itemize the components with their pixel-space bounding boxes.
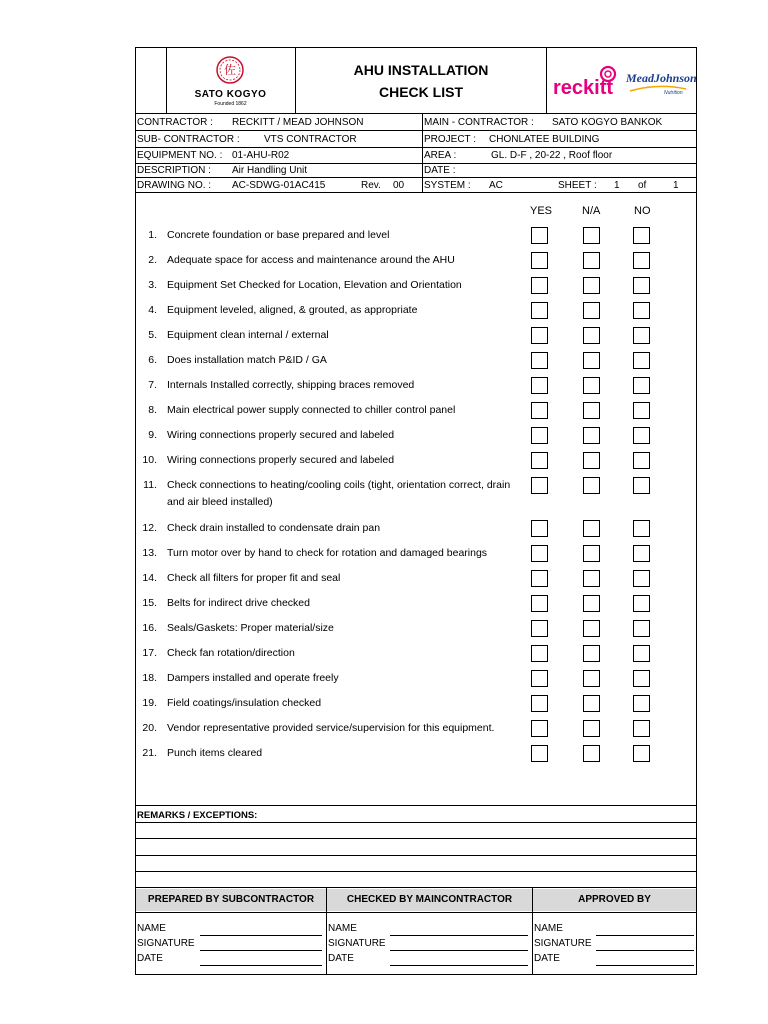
item-number: 1.	[148, 229, 157, 241]
na-checkbox[interactable]	[583, 620, 600, 637]
sheet-value: 1	[614, 180, 620, 191]
na-checkbox[interactable]	[583, 227, 600, 244]
divider	[135, 147, 697, 148]
no-checkbox[interactable]	[633, 745, 650, 762]
item-text: Dampers installed and operate freely	[167, 672, 339, 684]
yes-checkbox[interactable]	[531, 720, 548, 737]
divider	[135, 130, 697, 131]
item-number: 8.	[148, 404, 157, 416]
checklist-item	[135, 427, 530, 445]
item-number: 9.	[148, 429, 157, 441]
mead-johnson-part-b: Johnson	[654, 71, 697, 85]
no-checkbox[interactable]	[633, 595, 650, 612]
no-checkbox[interactable]	[633, 402, 650, 419]
checklist-item	[135, 227, 530, 245]
prepared-signature-field[interactable]	[200, 950, 322, 951]
yes-checkbox[interactable]	[531, 477, 548, 494]
divider	[326, 887, 327, 975]
divider	[135, 887, 697, 888]
item-number: 17.	[142, 647, 157, 659]
na-checkbox[interactable]	[583, 477, 600, 494]
mead-johnson-part-a: Mead	[626, 71, 654, 85]
no-checkbox[interactable]	[633, 695, 650, 712]
form-frame	[135, 47, 697, 975]
prepared-name-field[interactable]	[200, 935, 322, 936]
no-checkbox[interactable]	[633, 227, 650, 244]
yes-checkbox[interactable]	[531, 327, 548, 344]
checklist-item	[135, 277, 530, 295]
company-founded: Founded 1862	[214, 101, 247, 107]
item-text: Seals/Gaskets: Proper material/size	[167, 622, 334, 634]
na-checkbox[interactable]	[583, 520, 600, 537]
yes-checkbox[interactable]	[531, 352, 548, 369]
no-checkbox[interactable]	[633, 452, 650, 469]
divider	[135, 912, 697, 913]
yes-checkbox[interactable]	[531, 302, 548, 319]
na-checkbox[interactable]	[583, 452, 600, 469]
yes-checkbox[interactable]	[531, 645, 548, 662]
remarks-label: REMARKS / EXCEPTIONS:	[137, 810, 258, 821]
drawing-value: AC-SDWG-01AC415	[232, 180, 326, 191]
divider	[135, 163, 697, 164]
item-text: Internals Installed correctly, shipping braces removed	[167, 379, 415, 391]
no-checkbox[interactable]	[633, 645, 650, 662]
main-contractor-label: MAIN - CONTRACTOR :	[424, 117, 534, 128]
sheet-of-label: of	[638, 180, 647, 191]
item-text: Belts for indirect drive checked	[167, 597, 310, 609]
yes-checkbox[interactable]	[531, 595, 548, 612]
rev-label: Rev.	[361, 180, 381, 191]
mead-johnson-logo	[626, 71, 697, 86]
checked-by-header: CHECKED BY MAINCONTRACTOR	[327, 889, 532, 911]
checklist-item	[135, 377, 530, 395]
checklist-item	[135, 620, 530, 638]
divider	[532, 887, 533, 975]
no-checkbox[interactable]	[633, 252, 650, 269]
checklist-item	[135, 745, 530, 763]
sheet-label: SHEET :	[558, 180, 597, 191]
item-number: 20.	[142, 722, 157, 734]
na-checkbox[interactable]	[583, 377, 600, 394]
checked-signature-label: SIGNATURE	[328, 938, 386, 949]
divider	[135, 177, 697, 178]
yes-checkbox[interactable]	[531, 745, 548, 762]
item-number: 13.	[142, 547, 157, 559]
no-checkbox[interactable]	[633, 352, 650, 369]
prepared-date-label: DATE	[137, 953, 163, 964]
no-checkbox[interactable]	[633, 620, 650, 637]
item-number: 2.	[148, 254, 157, 266]
approved-signature-field[interactable]	[596, 950, 694, 951]
na-checkbox[interactable]	[583, 745, 600, 762]
checklist-item	[135, 670, 530, 688]
item-text: Wiring connections properly secured and labeled	[167, 429, 395, 441]
checklist-item	[135, 402, 530, 420]
title-line-2: CHECK LIST	[379, 84, 463, 100]
area-label: AREA :	[424, 150, 457, 161]
description-label: DESCRIPTION :	[137, 165, 211, 176]
checked-name-field[interactable]	[390, 935, 528, 936]
checklist-item	[135, 545, 530, 563]
na-checkbox[interactable]	[583, 695, 600, 712]
checked-date-label: DATE	[328, 953, 354, 964]
item-number: 3.	[148, 279, 157, 291]
divider	[135, 192, 697, 193]
yes-checkbox[interactable]	[531, 377, 548, 394]
subcontractor-value: VTS CONTRACTOR	[264, 134, 357, 145]
na-checkbox[interactable]	[583, 277, 600, 294]
checked-date-field[interactable]	[390, 965, 528, 966]
item-number: 6.	[148, 354, 157, 366]
item-number: 14.	[142, 572, 157, 584]
item-number: 4.	[148, 304, 157, 316]
item-number: 12.	[142, 522, 157, 534]
item-text: Equipment leveled, aligned, & grouted, as appropriate	[167, 304, 418, 316]
sheet-total: 1	[673, 180, 679, 191]
na-checkbox[interactable]	[583, 670, 600, 687]
na-checkbox[interactable]	[583, 302, 600, 319]
yes-checkbox[interactable]	[531, 670, 548, 687]
checked-signature-field[interactable]	[390, 950, 528, 951]
reckitt-swirl-icon	[598, 64, 618, 84]
column-na: N/A	[582, 205, 601, 217]
item-text: Field coatings/insulation checked	[167, 697, 322, 709]
item-text: Adequate space for access and maintenance around the AHU	[167, 254, 455, 266]
item-text: Check all filters for proper fit and seal	[167, 572, 341, 584]
item-number: 19.	[142, 697, 157, 709]
item-text: Equipment Set Checked for Location, Elevation and Orientation	[167, 279, 462, 291]
contractor-value: RECKITT / MEAD JOHNSON	[232, 117, 364, 128]
item-number: 18.	[142, 672, 157, 684]
main-contractor-value: SATO KOGYO BANKOK	[552, 117, 663, 128]
approved-date-label: DATE	[534, 953, 560, 964]
column-yes: YES	[530, 205, 553, 217]
yes-checkbox[interactable]	[531, 545, 548, 562]
no-checkbox[interactable]	[633, 520, 650, 537]
checklist-item	[135, 695, 530, 713]
no-checkbox[interactable]	[633, 570, 650, 587]
yes-checkbox[interactable]	[531, 520, 548, 537]
item-number: 15.	[142, 597, 157, 609]
no-checkbox[interactable]	[633, 377, 650, 394]
na-checkbox[interactable]	[583, 327, 600, 344]
approved-by-header: APPROVED BY	[533, 889, 696, 911]
approved-date-field[interactable]	[596, 965, 694, 966]
project-label: PROJECT :	[424, 134, 477, 145]
item-number: 21.	[142, 747, 157, 759]
mead-johnson-sub: Nutrition	[664, 90, 683, 96]
remarks-line[interactable]	[135, 838, 697, 839]
equipment-value: 01-AHU-R02	[232, 150, 290, 161]
na-checkbox[interactable]	[583, 595, 600, 612]
no-checkbox[interactable]	[633, 302, 650, 319]
approved-name-field[interactable]	[596, 935, 694, 936]
sato-kogyo-logo	[166, 47, 295, 113]
checklist-item	[135, 595, 530, 613]
checked-name-label: NAME	[328, 923, 357, 934]
no-checkbox[interactable]	[633, 545, 650, 562]
rev-value: 00	[393, 180, 405, 191]
column-no: NO	[634, 205, 651, 217]
checklist-item	[135, 477, 530, 511]
na-checkbox[interactable]	[583, 427, 600, 444]
checklist-item	[135, 327, 530, 345]
checklist-item	[135, 352, 530, 370]
na-checkbox[interactable]	[583, 545, 600, 562]
yes-checkbox[interactable]	[531, 227, 548, 244]
checklist-item	[135, 570, 530, 588]
yes-checkbox[interactable]	[531, 452, 548, 469]
system-value: AC	[489, 180, 503, 191]
logo-glyph: 佐	[223, 63, 236, 77]
item-number: 10.	[142, 454, 157, 466]
prepared-signature-label: SIGNATURE	[137, 938, 195, 949]
yes-checkbox[interactable]	[531, 620, 548, 637]
divider	[422, 113, 423, 192]
na-checkbox[interactable]	[583, 252, 600, 269]
item-text: Wiring connections properly secured and labeled	[167, 454, 395, 466]
item-number: 11.	[143, 479, 157, 491]
no-checkbox[interactable]	[633, 327, 650, 344]
divider	[135, 805, 697, 806]
company-name: SATO KOGYO	[194, 89, 267, 100]
item-text: Concrete foundation or base prepared and level	[167, 229, 390, 241]
subcontractor-label: SUB- CONTRACTOR :	[137, 134, 240, 145]
item-number: 5.	[148, 329, 157, 341]
na-checkbox[interactable]	[583, 570, 600, 587]
area-value: GL. D-F , 20-22 , Roof floor	[491, 150, 613, 161]
yes-checkbox[interactable]	[531, 695, 548, 712]
checklist-item	[135, 645, 530, 663]
item-number: 16.	[142, 622, 157, 634]
checklist-item	[135, 302, 530, 320]
item-text-continued: and air bleed installed)	[167, 496, 273, 508]
na-checkbox[interactable]	[583, 352, 600, 369]
brand-logos	[546, 47, 697, 113]
item-text: Check drain installed to condensate drain pan	[167, 522, 381, 534]
title-line-1: AHU INSTALLATION	[353, 62, 489, 78]
na-checkbox[interactable]	[583, 720, 600, 737]
prepared-by-header: PREPARED BY SUBCONTRACTOR	[136, 889, 326, 911]
date-label: DATE :	[424, 165, 456, 176]
approved-name-label: NAME	[534, 923, 563, 934]
checklist-item	[135, 520, 530, 538]
remarks-line[interactable]	[135, 871, 697, 872]
item-text: Punch items cleared	[167, 747, 263, 759]
drawing-label: DRAWING NO. :	[137, 180, 212, 191]
remarks-line[interactable]	[135, 822, 697, 823]
remarks-line[interactable]	[135, 855, 697, 856]
item-text: Check fan rotation/direction	[167, 647, 295, 659]
no-checkbox[interactable]	[633, 477, 650, 494]
na-checkbox[interactable]	[583, 402, 600, 419]
yes-checkbox[interactable]	[531, 252, 548, 269]
description-value: Air Handling Unit	[232, 165, 308, 176]
item-text: Turn motor over by hand to check for rotation and damaged bearings	[167, 547, 488, 559]
project-value: CHONLATEE BUILDING	[489, 134, 600, 145]
no-checkbox[interactable]	[633, 720, 650, 737]
yes-checkbox[interactable]	[531, 277, 548, 294]
approved-signature-label: SIGNATURE	[534, 938, 592, 949]
no-checkbox[interactable]	[633, 670, 650, 687]
checklist-item	[135, 252, 530, 270]
item-text: Does installation match P&ID / GA	[167, 354, 327, 366]
item-text: Vendor representative provided service/supervision for this equipment.	[167, 722, 495, 734]
item-number: 7.	[148, 379, 157, 391]
prepared-date-field[interactable]	[200, 965, 322, 966]
contractor-label: CONTRACTOR :	[137, 117, 213, 128]
no-checkbox[interactable]	[633, 277, 650, 294]
system-label: SYSTEM :	[424, 180, 471, 191]
yes-checkbox[interactable]	[531, 570, 548, 587]
na-checkbox[interactable]	[583, 645, 600, 662]
prepared-name-label: NAME	[137, 923, 166, 934]
checklist-item	[135, 720, 530, 738]
divider	[295, 47, 296, 113]
no-checkbox[interactable]	[633, 427, 650, 444]
item-text: Equipment clean internal / external	[167, 329, 329, 341]
checklist-item	[135, 452, 530, 470]
item-text: Check connections to heating/cooling coils (tight, orientation correct, drain	[167, 479, 511, 491]
equipment-label: EQUIPMENT NO. :	[137, 150, 223, 161]
yes-checkbox[interactable]	[531, 427, 548, 444]
item-text: Main electrical power supply connected to chiller control panel	[167, 404, 456, 416]
reckitt-logo: reckitt	[553, 77, 614, 99]
divider	[135, 113, 697, 114]
yes-checkbox[interactable]	[531, 402, 548, 419]
